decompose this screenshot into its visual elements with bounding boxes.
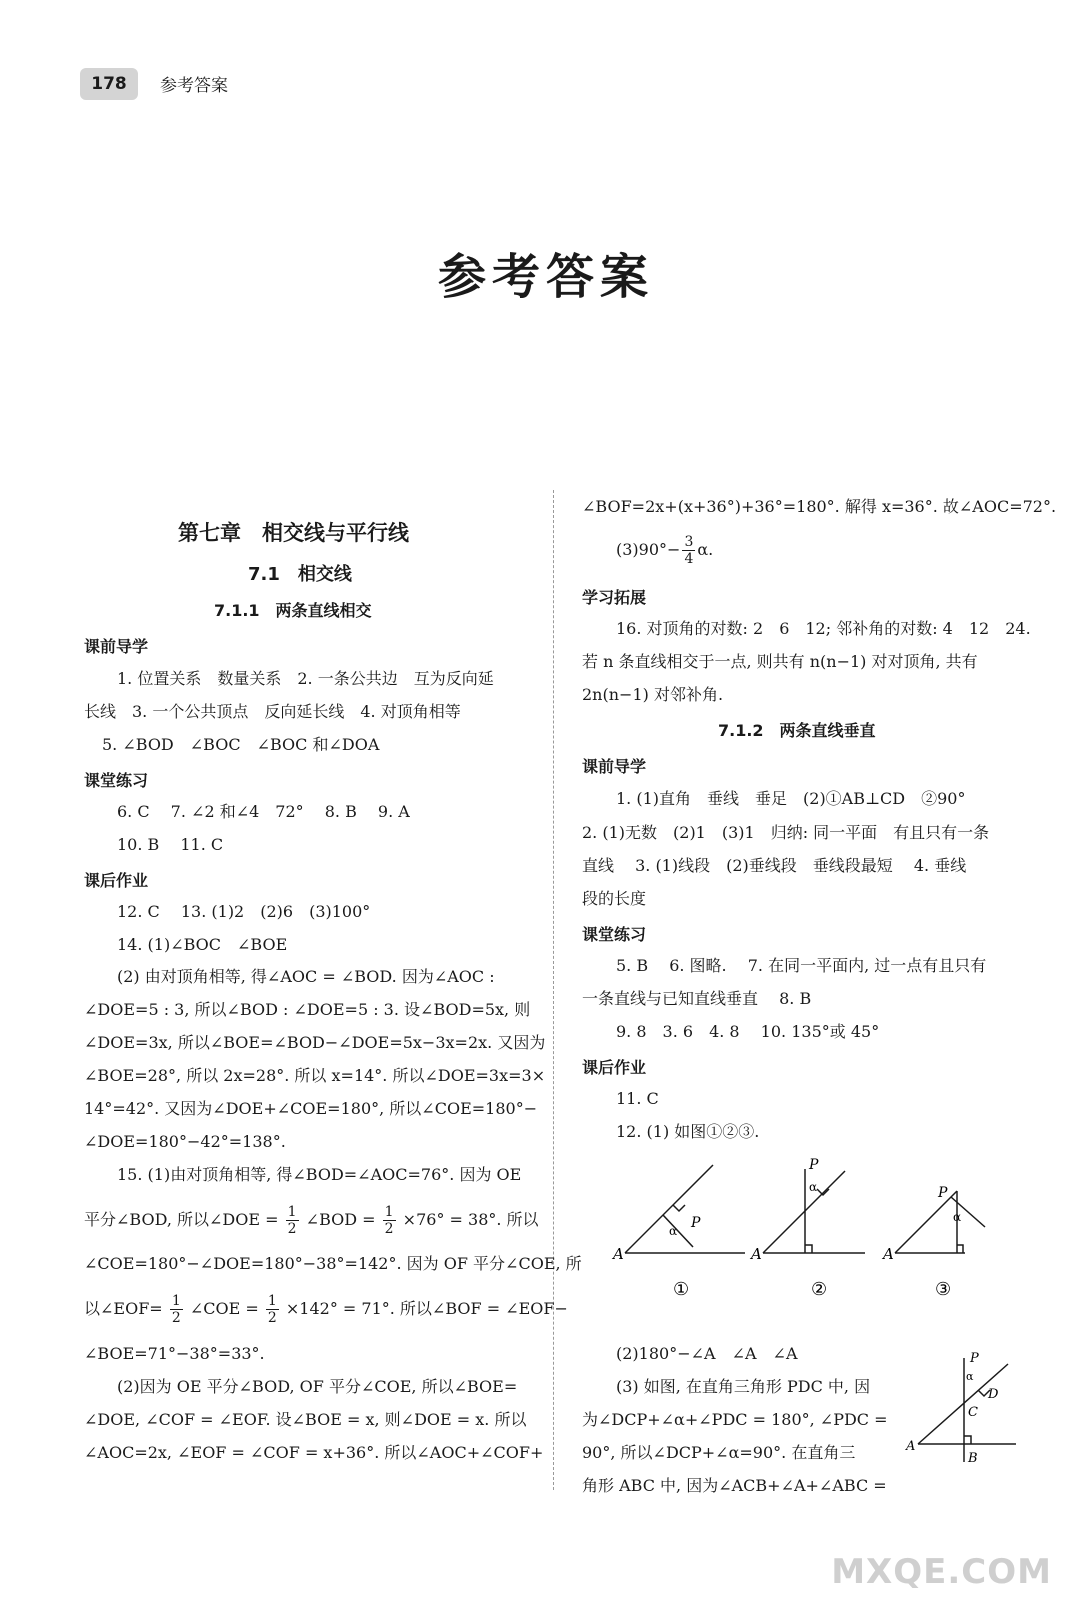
answer-line: 11. C xyxy=(616,1089,659,1108)
answer-line: (3) 如图, 在直角三角形 PDC 中, 因 xyxy=(616,1377,871,1396)
point-label: P xyxy=(691,1215,701,1231)
answer-line: 14°=42°. 又因为∠DOE+∠COE=180°, 所以∠COE=180°− xyxy=(84,1099,538,1118)
answer-line: 5. B 6. 图略. 7. 在同一平面内, 过一点有且只有 xyxy=(616,956,987,975)
point-label: P xyxy=(970,1351,979,1366)
page-number: 178 xyxy=(80,68,138,100)
text-fragment: ×76° = 38°. 所以 xyxy=(402,1210,539,1229)
class-practice-heading: 课堂练习 xyxy=(84,771,149,790)
class-practice-heading: 课堂练习 xyxy=(582,925,647,944)
figure-number: ① xyxy=(673,1279,690,1300)
point-label: P xyxy=(938,1185,948,1201)
answer-line: 10. B 11. C xyxy=(117,835,224,854)
answer-line: (2) 由对顶角相等, 得∠AOC = ∠BOD. 因为∠AOC : xyxy=(117,967,495,986)
answer-line: ∠BOF=2x+(x+36°)+36°=180°. 解得 x=36°. 故∠AOC=72°. xyxy=(582,497,1057,516)
answer-line: 15. (1)由对顶角相等, 得∠BOD=∠AOC=76°. 因为 OE xyxy=(117,1165,522,1184)
running-title: 参考答案 xyxy=(160,76,228,96)
angle-label: α xyxy=(809,1180,818,1194)
answer-line: ∠DOE=180°−42°=138°. xyxy=(84,1132,286,1151)
answer-line: (2)180°−∠A ∠A ∠A xyxy=(616,1344,798,1363)
denominator: 4 xyxy=(684,551,694,567)
answer-line xyxy=(84,1201,539,1239)
answer-line: 9. 8 3. 6 4. 8 10. 135°或 45° xyxy=(616,1022,880,1041)
angle-label: α xyxy=(966,1370,974,1383)
answer-line: 12. C 13. (1)2 (2)6 (3)100° xyxy=(117,902,371,921)
fraction xyxy=(682,534,695,567)
angle-label: α xyxy=(669,1224,678,1238)
text-fragment: ∠COE = xyxy=(189,1299,259,1318)
answer-line: 为∠DCP+∠α+∠PDC = 180°, ∠PDC = xyxy=(582,1410,888,1429)
figure-number: ③ xyxy=(935,1279,952,1300)
answer-line: 2. (1)无数 (2)1 (3)1 归纳: 同一平面 有且只有一条 xyxy=(582,823,990,842)
answer-line xyxy=(84,1290,568,1328)
point-label: C xyxy=(968,1405,978,1420)
watermark: MXQE.COM xyxy=(831,1552,1052,1592)
subsection-title: 7.1.1 两条直线相交 xyxy=(214,601,372,620)
answer-line xyxy=(616,531,713,569)
fraction xyxy=(286,1204,299,1237)
answer-line: 12. (1) 如图①②③. xyxy=(616,1122,760,1141)
answer-line: 90°, 所以∠DCP+∠α=90°. 在直角三 xyxy=(582,1443,856,1462)
text-fragment: 以∠EOF= xyxy=(84,1299,163,1318)
answer-line: ∠COE=180°−∠DOE=180°−38°=142°. 因为 OF 平分∠COE, 所 xyxy=(84,1254,582,1273)
pre-class-heading: 课前导学 xyxy=(84,637,149,656)
denominator: 2 xyxy=(267,1310,277,1326)
answer-line: ∠AOC=2x, ∠EOF = ∠COF = x+36°. 所以∠AOC+∠COF+ xyxy=(84,1443,544,1462)
triangle-figure xyxy=(900,1350,1020,1470)
numerator: 3 xyxy=(684,534,694,550)
column-divider xyxy=(553,490,554,1490)
section-title: 7.1 相交线 xyxy=(248,564,352,585)
answer-line: 段的长度 xyxy=(582,889,647,908)
answer-line: 1. 位置关系 数量关系 2. 一条公共边 互为反向延 xyxy=(117,669,494,688)
extension-heading: 学习拓展 xyxy=(582,588,647,607)
point-label: A xyxy=(613,1245,624,1263)
answer-line: 若 n 条直线相交于一点, 则共有 n(n−1) 对对顶角, 共有 xyxy=(582,652,978,671)
pre-class-heading: 课前导学 xyxy=(582,757,647,776)
answer-line: 一条直线与已知直线垂直 8. B xyxy=(582,989,812,1008)
figure-number: ② xyxy=(811,1279,828,1300)
point-label: A xyxy=(751,1245,762,1263)
answer-line: ∠DOE=3x, 所以∠BOE=∠BOD−∠DOE=5x−3x=2x. 又因为 xyxy=(84,1033,546,1052)
figure-1 xyxy=(625,1165,745,1253)
denominator: 2 xyxy=(287,1221,297,1237)
point-label: P xyxy=(809,1157,819,1173)
chapter-title: 第七章 相交线与平行线 xyxy=(178,521,409,545)
answer-line: 6. C 7. ∠2 和∠4 72° 8. B 9. A xyxy=(117,802,410,821)
answer-line: 5. ∠BOD ∠BOC ∠BOC 和∠DOA xyxy=(102,735,380,754)
fraction xyxy=(170,1293,183,1326)
text-fragment: (3)90°− xyxy=(616,540,681,559)
point-label: D xyxy=(988,1387,999,1402)
numerator: 1 xyxy=(287,1204,297,1220)
answer-line: ∠BOE=71°−38°=33°. xyxy=(84,1344,265,1363)
answer-line: 1. (1)直角 垂线 垂足 (2)①AB⊥CD ②90° xyxy=(616,789,966,808)
text-fragment: ∠BOD = xyxy=(305,1210,376,1229)
answer-line: ∠DOE=5 : 3, 所以∠BOD : ∠DOE=5 : 3. 设∠BOD=5x, 则 xyxy=(84,1000,531,1019)
answer-line: ∠BOE=28°, 所以 2x=28°. 所以 x=14°. 所以∠DOE=3x=3× xyxy=(84,1066,546,1085)
numerator: 1 xyxy=(267,1293,277,1309)
numerator: 1 xyxy=(384,1204,394,1220)
answer-line: 16. 对顶角的对数: 2 6 12; 邻补角的对数: 4 12 24. xyxy=(616,619,1031,638)
answer-line: 直线 3. (1)线段 (2)垂线段 垂线段最短 4. 垂线 xyxy=(582,856,967,875)
main-title: 参考答案 xyxy=(437,249,654,305)
homework-heading: 课后作业 xyxy=(582,1058,647,1077)
angle-label: α xyxy=(953,1210,962,1224)
point-label: B xyxy=(968,1451,978,1466)
text-fragment: 平分∠BOD, 所以∠DOE = xyxy=(84,1210,279,1229)
fraction xyxy=(266,1293,279,1326)
homework-heading: 课后作业 xyxy=(84,871,149,890)
answer-line: 角形 ABC 中, 因为∠ACB+∠A+∠ABC = xyxy=(582,1476,887,1495)
point-label: A xyxy=(906,1439,916,1454)
point-label: A xyxy=(883,1245,894,1263)
answer-line: ∠DOE, ∠COF = ∠EOF. 设∠BOE = x, 则∠DOE = x. 所以 xyxy=(84,1410,527,1429)
perpendicular-figures xyxy=(605,1155,1045,1305)
answer-line: 长线 3. 一个公共顶点 反向延长线 4. 对顶角相等 xyxy=(84,702,461,721)
denominator: 2 xyxy=(384,1221,394,1237)
answer-line: 14. (1)∠BOC ∠BOE xyxy=(117,935,288,954)
fraction xyxy=(383,1204,396,1237)
answer-line: 2n(n−1) 对邻补角. xyxy=(582,685,724,704)
subsection-title: 7.1.2 两条直线垂直 xyxy=(718,721,876,740)
answer-line: (2)因为 OE 平分∠BOD, OF 平分∠COE, 所以∠BOE= xyxy=(117,1377,518,1396)
text-fragment: α. xyxy=(697,540,714,559)
numerator: 1 xyxy=(171,1293,181,1309)
text-fragment: ×142° = 71°. 所以∠BOF = ∠EOF− xyxy=(285,1299,568,1318)
denominator: 2 xyxy=(171,1310,181,1326)
